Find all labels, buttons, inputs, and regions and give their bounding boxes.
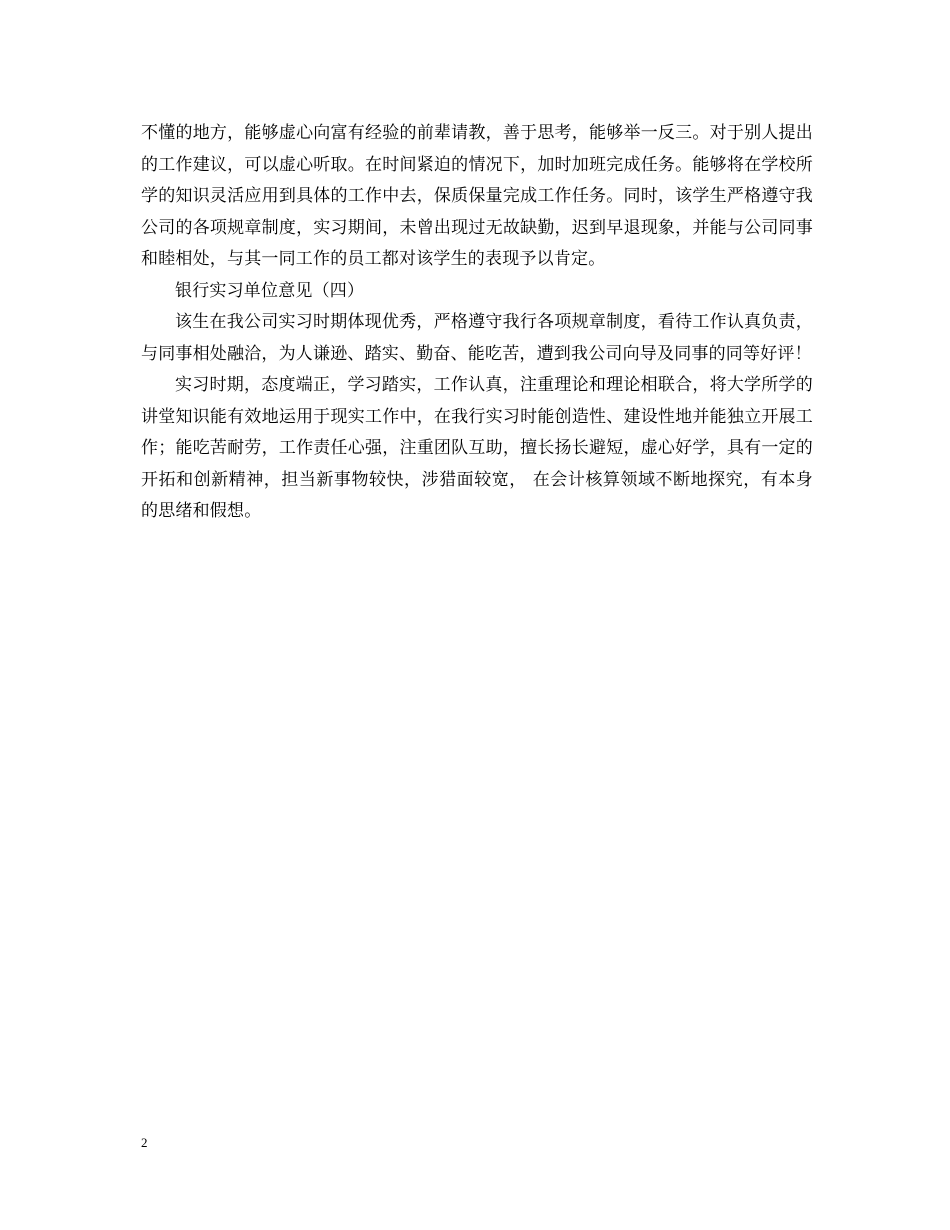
document-body <box>141 118 813 528</box>
body-paragraph-continued: 不懂的地方，能够虚心向富有经验的前辈请教，善于思考，能够举一反三。对于别人提出的工作建议，可以虚心听取。在时间紧迫的情况下，加时加班完成任务。能够将在学校所学的知识灵活应用到具体的工作中去，保质保量完成工作任务。同时，该学生严格遵守我公司的各项规章制度，实习期间，未曾出现过无故缺勤，迟到早退现象，并能与公司同事和睦相处，与其一同工作的员工都对该学生的表现予以肯定。 <box>141 123 813 269</box>
section-heading: 银行实习单位意见（四） <box>175 280 365 301</box>
body-paragraph: 该生在我公司实习时期体现优秀，严格遵守我行各项规章制度，看待工作认真负责，与同事相处融洽，为人谦逊、踏实、勤奋、能吃苦，遭到我公司向导及同事的同等好评！ <box>141 312 813 364</box>
body-paragraph: 实习时期，态度端正，学习踏实，工作认真，注重理论和理论相联合，将大学所学的讲堂知识能有效地运用于现实工作中，在我行实习时能创造性、建设性地并能独立开展工作；能吃苦耐劳，工作责任心强，注重团队互助，擅长扬长避短，虚心好学，具有一定的开拓和创新精神，担当新事物较快，涉猎面较宽， 在会计核算领域不断地探究，有本身的思绪和假想。 <box>141 375 813 521</box>
page-number: 2 <box>141 1135 148 1150</box>
